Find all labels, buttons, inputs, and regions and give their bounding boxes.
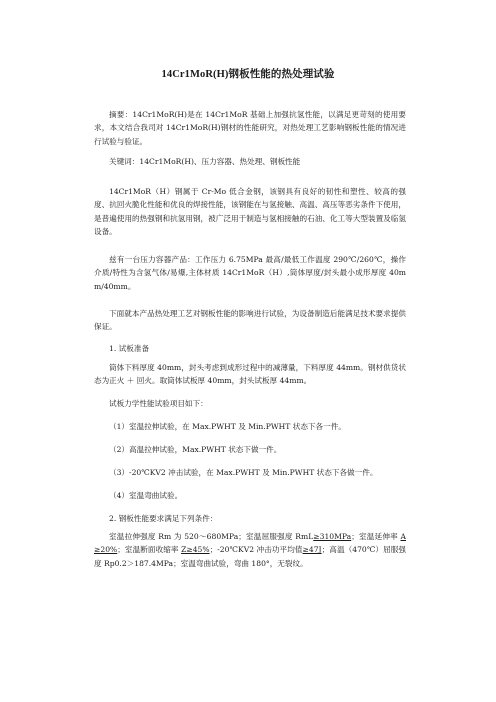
- requirements-text-2: ；室温延伸率: [351, 532, 401, 541]
- test-item-4: （4）室温弯曲试验。: [109, 491, 183, 500]
- intro-paragraph-2: 兹有一台压力容器产品：工作压力 6.75MPa 最高/最低工作温度 290℃/260℃，操作介质/特性为含氢气体/易爆,主体材质 14Cr1MoR（H）,筒体厚度/封头最小成形厚度 40mm/40mm。: [94, 255, 406, 291]
- section-1-heading: 1. 试板准备: [109, 344, 150, 353]
- section-2-paragraph: [94, 530, 406, 570]
- requirements-text-1: 室温拉伸强度 Rm 为 520～680MPa；室温屈服强度 RmL: [109, 532, 314, 541]
- requirements-text-3: ；室温断面收缩率: [117, 545, 182, 555]
- keywords-paragraph: 关键词：14Cr1MoR(H)、压力容器、热处理、钢板性能: [109, 157, 301, 166]
- yield-strength-requirement: ≥310MPa: [313, 532, 352, 541]
- test-item-1: （1）室温拉伸试验，在 Max.PWHT 及 Min.PWHT 状态下各一件。: [109, 422, 346, 431]
- requirements-text-4: ；-20℃KV2 冲击功平均值: [209, 545, 303, 555]
- intro-paragraph-3: 下面就本产品热处理工艺对钢板性能的影响进行试验，为设备制造后能满足技术要求提供保证。: [94, 309, 406, 332]
- impact-energy-requirement: ≥47J: [302, 545, 322, 555]
- section-1-paragraph-2: 试板力学性能试验项目如下：: [109, 399, 208, 408]
- requirements-text-5: ；高温（470℃）屈服强度 Rp0.2＞187.4MPa；室温弯曲试验，弯曲 180°，无裂纹。: [94, 545, 406, 568]
- elongation-requirement: A≥20%: [94, 532, 406, 555]
- section-2-heading: 2. 钢板性能要求满足下列条件：: [109, 514, 218, 523]
- test-item-3: （3）-20℃KV2 冲击试验，在 Max.PWHT 及 Min.PWHT 状态下各做一件。: [109, 468, 378, 477]
- section-1-paragraph-1: 筒体下料厚度 40mm，封头考虑到成形过程中的减薄量，下料厚度 44mm。钢材供货状态为正火 ＋ 回火。取筒体试板厚 40mm，封头试板厚 44mm。: [94, 363, 406, 386]
- test-item-2: （2）高温拉伸试验，Max.PWHT 状态下做一件。: [109, 445, 282, 454]
- abstract-paragraph: 摘要：14Cr1MoR(H)是在 14Cr1MoR 基础上加强抗氢性能，以满足更苛刻的使用要求，本文结合我司对 14Cr1MoR(H)钢材的性能研究，对热处理工艺影响钢板性能的情况进行试验与验证。: [94, 110, 406, 146]
- document-title: 14Cr1MoR(H)钢板性能的热处理试验: [161, 69, 335, 80]
- reduction-of-area-requirement: Z≥45%: [181, 545, 210, 555]
- intro-paragraph-1: 14Cr1MoR（H）钢属于 Cr-Mo 低合金钢，该钢具有良好的韧性和塑性、较高的强度、抗回火脆化性能和优良的焊接性能，该钢能在与氢接触、高温、高压等恶劣条件下使用，是普遍使用的热强钢和抗氢用钢，被广泛用于制造与氢相接触的石油、化工等大型装置及临氢设备。: [94, 187, 406, 236]
